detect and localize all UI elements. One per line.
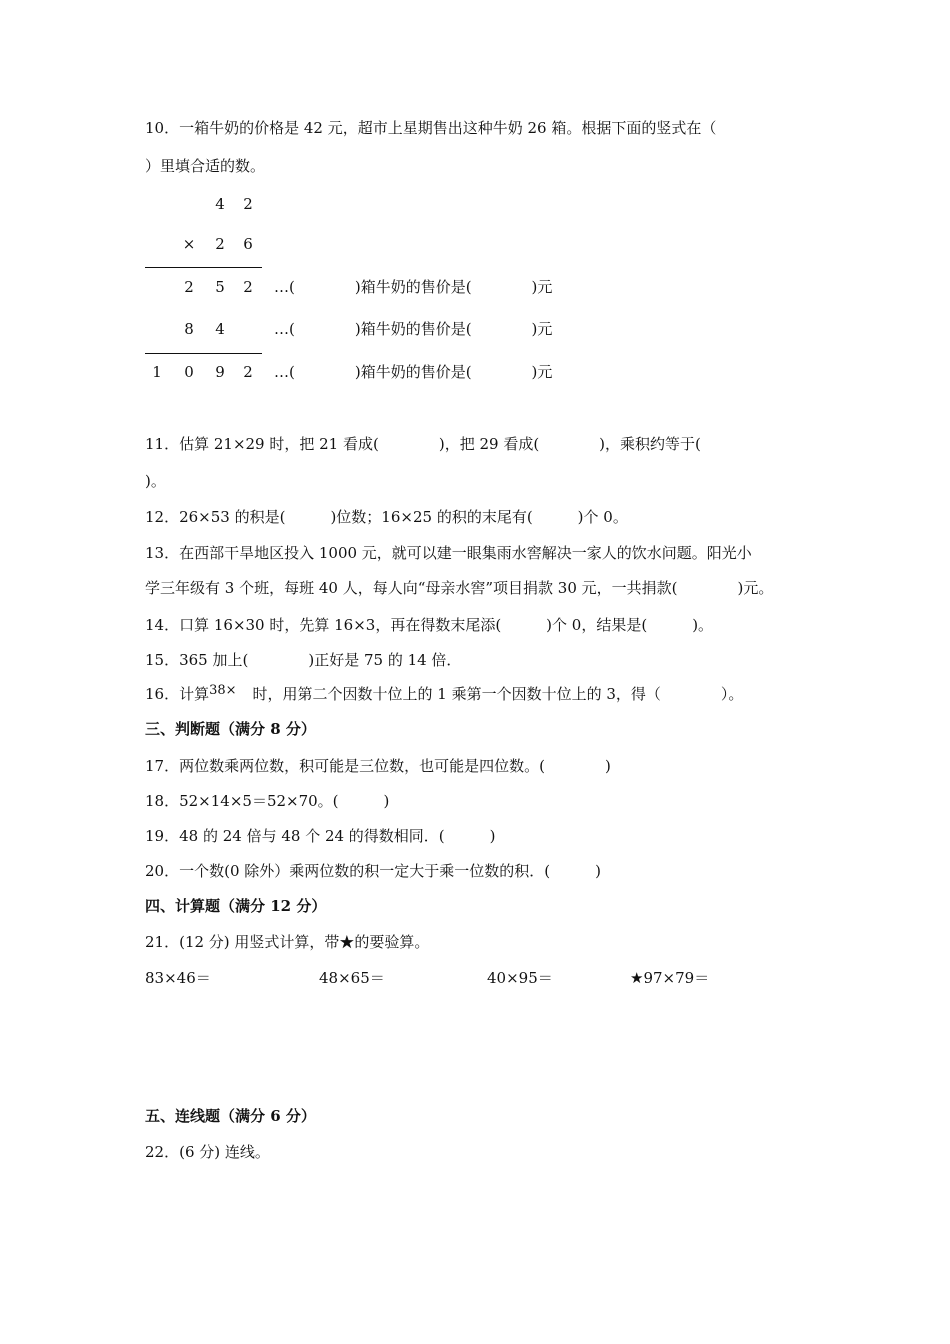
q20: 20．一个数(0 除外）乘两位数的积一定大于乘一位数的积．( ) <box>145 862 601 880</box>
q13-line2: 学三年级有 3 个班，每班 40 人，每人向“母亲水窖”项目捐款 30 元，一共捐款( )元。 <box>145 579 774 597</box>
multiplier-digit: 2 <box>215 235 225 253</box>
q21-prompt: 21．(12 分) 用竖式计算，带★的要验算。 <box>145 933 430 951</box>
calc-item-2: 48×65＝ <box>319 969 385 987</box>
multiplicand-digit: 4 <box>215 195 225 213</box>
section-4-heading: 四、计算题（满分 12 分） <box>145 897 327 915</box>
row-note-1: …( )箱牛奶的售价是( )元 <box>274 278 553 296</box>
q16-expression: 38× <box>209 683 237 698</box>
divider-line <box>145 353 262 354</box>
q22: 22．(6 分) 连线。 <box>145 1143 270 1161</box>
q16-suffix: 时，用第二个因数十位上的 1 乘第一个因数十位上的 3，得（ ）。 <box>252 685 744 703</box>
q16 <box>145 684 743 706</box>
q13-line1: 13．在西部干旱地区投入 1000 元，就可以建一眼集雨水窖解决一家人的饮水问题。阳光小 <box>145 544 752 562</box>
q17: 17．两位数乘两位数，积可能是三位数，也可能是四位数。( ) <box>145 757 611 775</box>
q11-line2: )。 <box>145 472 166 490</box>
result-digit: 9 <box>215 363 225 381</box>
result-digit: 0 <box>184 363 194 381</box>
q11-line1: 11．估算 21×29 时，把 21 看成( )，把 29 看成( )，乘积约等于( <box>145 435 701 453</box>
result-digit: 1 <box>152 363 162 381</box>
multiplicand-digit: 2 <box>243 195 253 213</box>
q12: 12．26×53 的积是( )位数；16×25 的积的末尾有( )个 0。 <box>145 508 628 526</box>
calc-item-1: 83×46＝ <box>145 969 211 987</box>
section-3-heading: 三、判断题（满分 8 分） <box>145 720 316 738</box>
q10-line1: 10．一箱牛奶的价格是 42 元，超市上星期售出这种牛奶 26 箱。根据下面的竖式在（ <box>145 119 717 137</box>
calc-item-4: ★97×79＝ <box>630 969 710 987</box>
partial-product-1-digit: 2 <box>243 278 253 296</box>
partial-product-2-digit: 4 <box>215 320 225 338</box>
q19: 19．48 的 24 倍与 48 个 24 的得数相同．( ) <box>145 827 496 845</box>
partial-product-1-digit: 2 <box>184 278 194 296</box>
times-sign: × <box>182 235 196 253</box>
q10-line2: ）里填合适的数。 <box>145 157 266 175</box>
section-5-heading: 五、连线题（满分 6 分） <box>145 1107 316 1125</box>
q16-prefix: 16．计算 <box>145 685 210 703</box>
partial-product-2-digit: 8 <box>184 320 194 338</box>
partial-product-1-digit: 5 <box>215 278 225 296</box>
q18: 18．52×14×5＝52×70。( ) <box>145 792 390 810</box>
result-digit: 2 <box>243 363 253 381</box>
divider-line <box>145 267 262 268</box>
q15: 15．365 加上( )正好是 75 的 14 倍． <box>145 651 462 669</box>
row-note-3: …( )箱牛奶的售价是( )元 <box>274 363 553 381</box>
row-note-2: …( )箱牛奶的售价是( )元 <box>274 320 553 338</box>
calc-item-3: 40×95＝ <box>487 969 553 987</box>
multiplier-digit: 6 <box>243 235 253 253</box>
q14: 14．口算 16×30 时，先算 16×3，再在得数末尾添( )个 0，结果是( )。 <box>145 616 714 634</box>
